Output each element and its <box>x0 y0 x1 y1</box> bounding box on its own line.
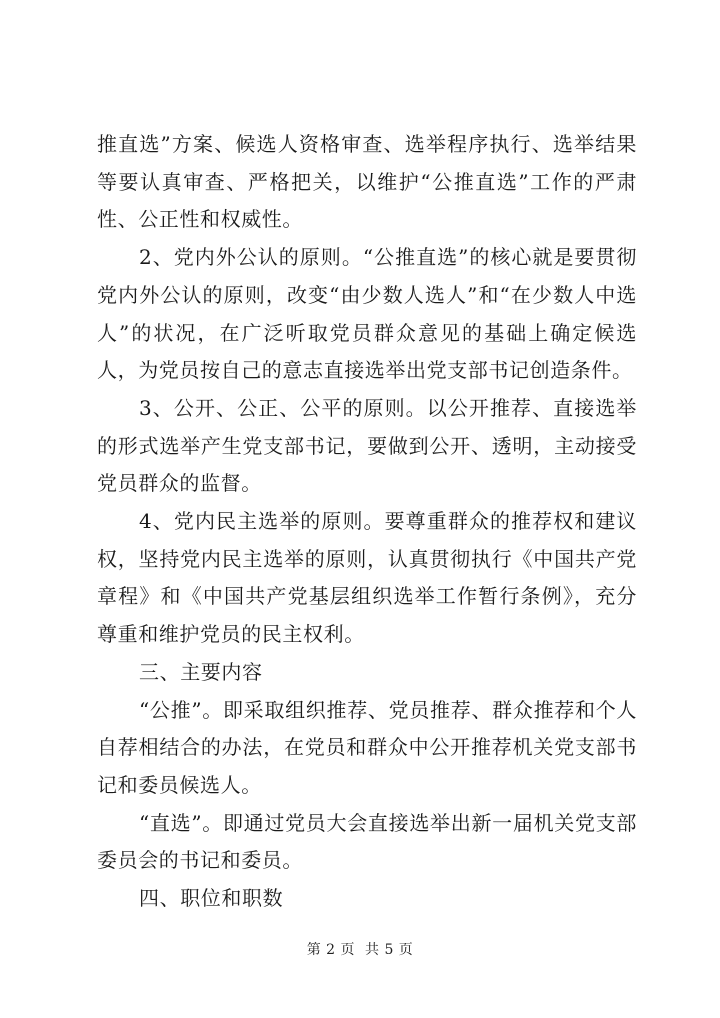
paragraph-gongtui: “公推”。即采取组织推荐、党员推荐、群众推荐和个人自荐相结合的办法，在党员和群众中公开推荐机关党支部书记和委员候选人。 <box>97 697 637 797</box>
document-body <box>97 126 637 918</box>
section-heading-main-content: 三、主要内容 <box>139 659 263 684</box>
paragraph-principle-3: 3、公开、公正、公平的原则。以公开推荐、直接选举的形式选举产生党支部书记，要做到公开、透明，主动接受党员群众的监督。 <box>97 395 637 496</box>
page-footer <box>0 939 720 959</box>
paragraph-principle-2: 2、党内外公认的原则。“公推直选”的核心就是要贯彻党内外公认的原则，改变“由少数人选人”和“在少数人中选人”的状况，在广泛听取党员群众意见的基础上确定候选人，为党员按自己的意志直接选举出党支部书记创造条件。 <box>97 245 637 383</box>
section-heading-positions: 四、职位和职数 <box>139 886 284 911</box>
paragraph-principle-4: 4、党内民主选举的原则。要尊重群众的推荐权和建议权，坚持党内民主选举的原则，认真贯彻执行《中国共产党章程》和《中国共产党基层组织选举工作暂行条例》，充分尊重和维护党员的民主权利。 <box>97 509 637 647</box>
paragraph-continuation: 推直选”方案、候选人资格审查、选举程序执行、选举结果等要认真审查、严格把关，以维护“公推直选”工作的严肃性、公正性和权威性。 <box>97 132 637 232</box>
paragraph-zhixuan: “直选”。即通过党员大会直接选举出新一届机关党支部委员会的书记和委员。 <box>97 810 637 873</box>
page-total: 共 5 页 <box>365 942 414 958</box>
page-number: 第 2 页 <box>306 942 355 958</box>
